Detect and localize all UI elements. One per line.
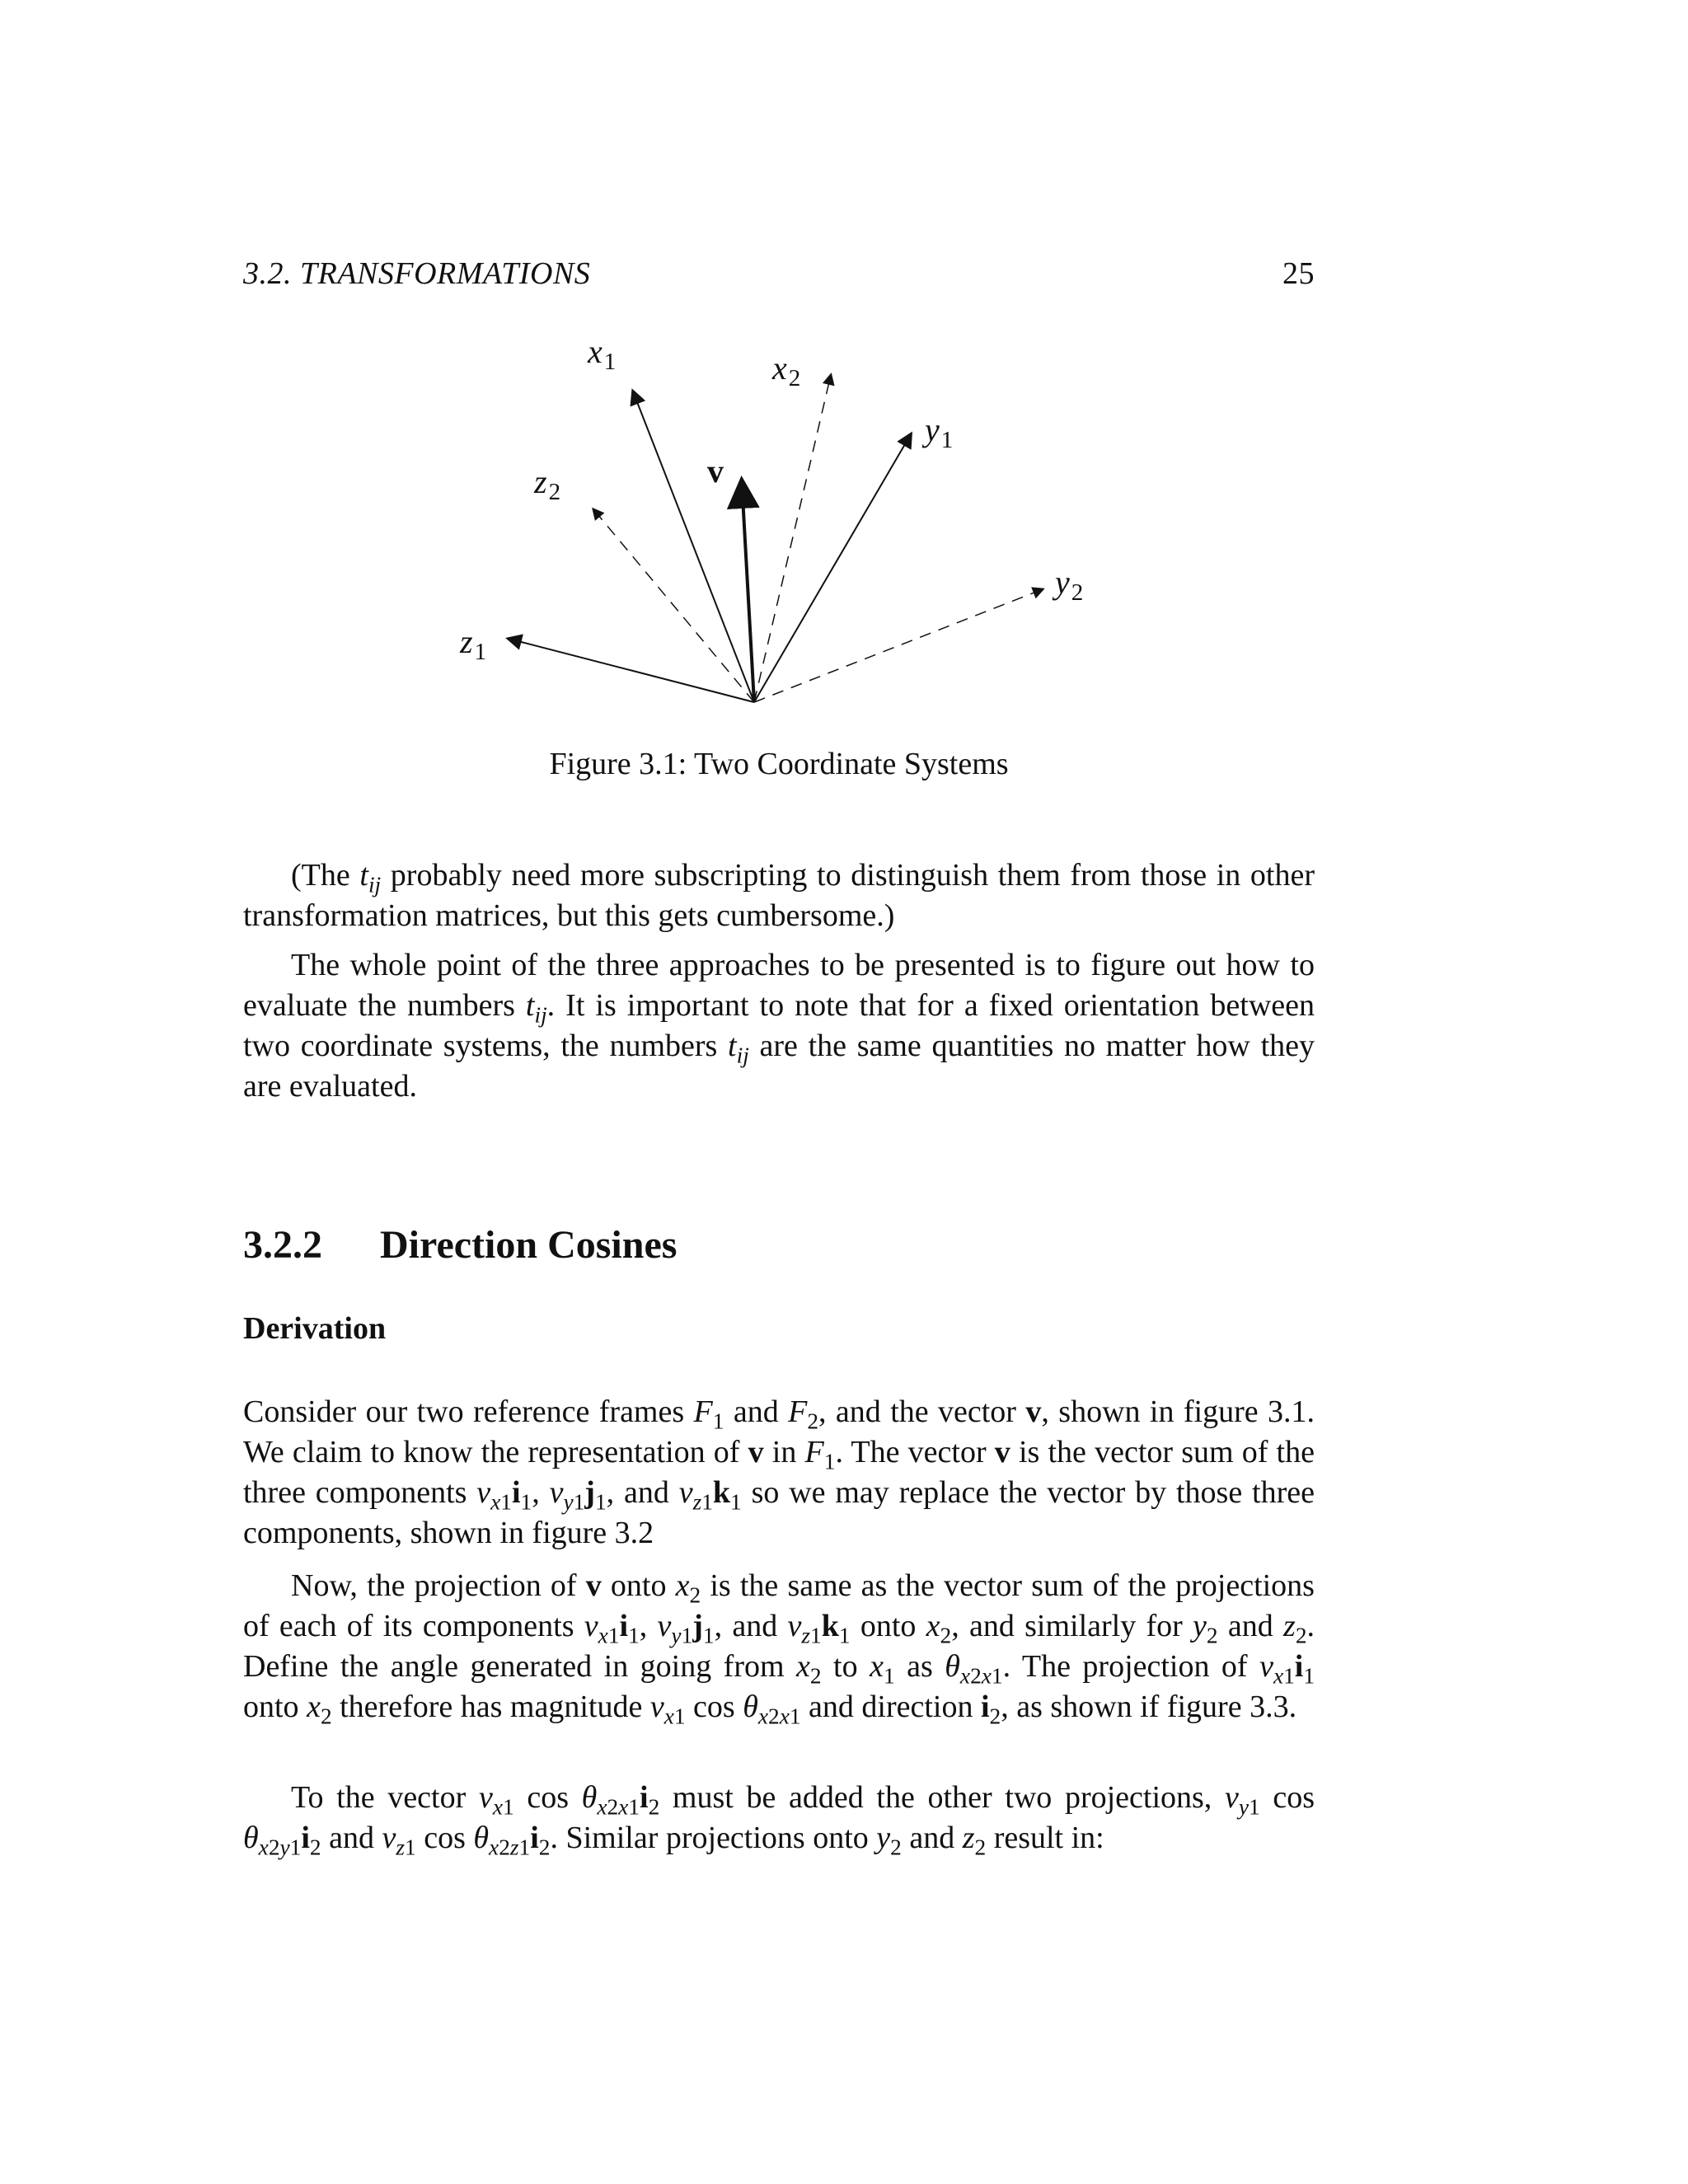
z2-label: $z_2$ xyxy=(534,463,561,505)
y1-label: $y_1$ xyxy=(925,411,954,453)
x1-axis xyxy=(633,391,754,702)
section-heading xyxy=(243,1222,1315,1268)
v-label: v xyxy=(707,452,724,490)
paragraph-approaches-overview: The whole point of the three approaches to be presented is to figure out how to evaluate the numbers $t_{ij}$. It is important to note that for a fixed orientation between two coordinate systems, the numbers $t_{ij}$ are the same quantities no matter how they are evaluated. xyxy=(243,948,1315,1104)
z1-axis xyxy=(509,639,754,702)
x2-label: $x_2$ xyxy=(772,349,801,391)
y2-axis xyxy=(754,589,1043,702)
paragraph-subscripting-note: (The $t_{ij}$ probably need more subscripting to distinguish them from those in other transformation matrices, but this gets cumbersome.) xyxy=(243,858,1315,933)
section-title: Direction Cosines xyxy=(380,1223,678,1267)
section-number: 3.2.2 xyxy=(243,1223,322,1267)
coordinate-systems-figure xyxy=(445,333,1154,738)
x2-axis xyxy=(754,375,831,702)
x1-label: $x_1$ xyxy=(588,333,617,375)
paragraph-projection-definition: Now, the projection of v onto $x_2$ is the same as the vector sum of the projections of each of its components $v_{x1}i_1$, $v_{y1}j_1$, and $v_{z1}k_1$ onto $x_2$, and similarly for $y_2$ and $z_2$. Define the angle generated in going from $x_2$ to $x_1$ as $\theta_{x2x1}$. The projection of $v_{x1}i_1$ onto $x_2$ therefore has magnitude $v_{x1}$ $\cos \theta_{x2x1}$ and direction $i_2$, as shown if figure 3.3. xyxy=(243,1568,1315,1729)
coordinate-axes-diagram xyxy=(445,333,1154,738)
figure-caption: Figure 3.1: Two Coordinate Systems xyxy=(549,747,1009,781)
y1-axis xyxy=(754,434,911,702)
paragraph-reference-frames: Consider our two reference frames $F_1$ and $F_2$, and the vector v, shown in figure 3.1. We claim to know the representation of v in $F_1$. The vector v is the vector sum of the three components $v_{x1}i_1$, $v_{y1}j_1$, and $v_{z1}k_1$ so we may replace the vector by those three components, shown in figure 3.2 xyxy=(243,1394,1315,1550)
page-number: 25 xyxy=(1282,256,1315,291)
frame-two-axes xyxy=(593,375,1043,702)
running-header xyxy=(243,255,1315,292)
y2-label: $y_2$ xyxy=(1055,564,1084,606)
frame-one-axes xyxy=(509,391,911,702)
chapter-section-title: 3.2. TRANSFORMATIONS xyxy=(243,256,591,291)
paragraph-additional-projections: To the vector $v_{x1}$ $\cos \theta_{x2x1}i_2$ must be added the other two projections, $v_{y1}$ $\cos \theta_{x2y1}i_2$ and $v_{z1}$ $\cos \theta_{x2z1}i_2$. Similar projections onto $y_2$ and $z_2$ result in: xyxy=(243,1780,1315,1860)
z2-axis xyxy=(593,509,754,702)
z1-label: $z_1$ xyxy=(460,623,487,665)
subsection-heading: Derivation xyxy=(243,1311,387,1346)
vector-v xyxy=(742,482,754,702)
